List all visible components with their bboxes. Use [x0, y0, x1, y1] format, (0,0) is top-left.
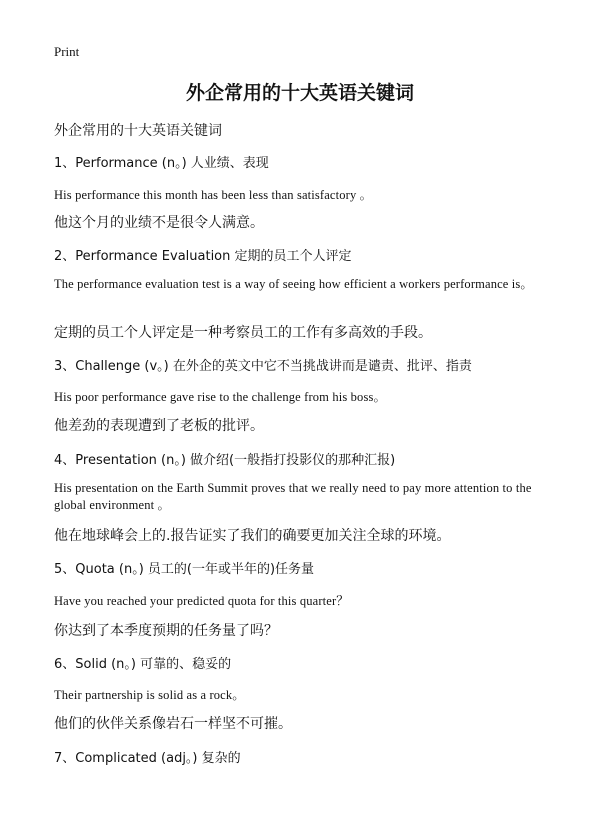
entry-4-example-en: His presentation on the Earth Summit proves that we really need to pay more attention to the global environment 。: [54, 481, 532, 512]
entry-2-heading: 2、Performance Evaluation 定期的员工个人评定: [54, 249, 352, 264]
entry-6-heading: 6、Solid (n。) 可靠的、稳妥的: [54, 657, 232, 672]
entry-6-example-en: Their partnership is solid as a rock。: [54, 688, 245, 702]
entry-2-example-zh: 定期的员工个人评定是一种考察员工的工作有多高效的手段。: [54, 325, 432, 341]
entry-5-heading: 5、Quota (n。) 员工的(一年或半年的)任务量: [54, 562, 315, 577]
entry-6-example-zh: 他们的伙伴关系像岩石一样坚不可摧。: [54, 716, 292, 732]
entry-3-heading: 3、Challenge (v。) 在外企的英文中它不当挑战讲而是谴责、批评、指责: [54, 359, 472, 374]
entry-1-example-zh: 他这个月的业绩不是很令人满意。: [54, 215, 264, 231]
entry-1-heading: 1、Performance (n。) 人业绩、表现: [54, 156, 269, 171]
entry-3-example-zh: 他差劲的表现遭到了老板的批评。: [54, 418, 264, 434]
entry-4-example-zh: 他在地球峰会上的.报告证实了我们的确要更加关注全球的环境。: [54, 528, 451, 544]
entry-1-example-en: His performance this month has been less than satisfactory 。: [54, 188, 373, 202]
entry-2-example-en: The performance evaluation test is a way of seeing how efficient a workers performance is。: [54, 277, 534, 291]
entry-7-heading: 7、Complicated (adj。) 复杂的: [54, 751, 241, 766]
document-subtitle: 外企常用的十大英语关键词: [54, 123, 222, 139]
print-label: Print: [54, 44, 80, 59]
entry-5-example-en: Have you reached your predicted quota for this quarter？: [54, 594, 349, 608]
entry-3-example-en: His poor performance gave rise to the challenge from his boss。: [54, 390, 387, 404]
entry-5-example-zh: 你达到了本季度预期的任务量了吗？: [54, 623, 278, 639]
entry-4-heading: 4、Presentation (n。) 做介绍(一般指打投影仪的那种汇报): [54, 453, 396, 468]
page-title: 外企常用的十大英语关键词: [185, 82, 414, 104]
